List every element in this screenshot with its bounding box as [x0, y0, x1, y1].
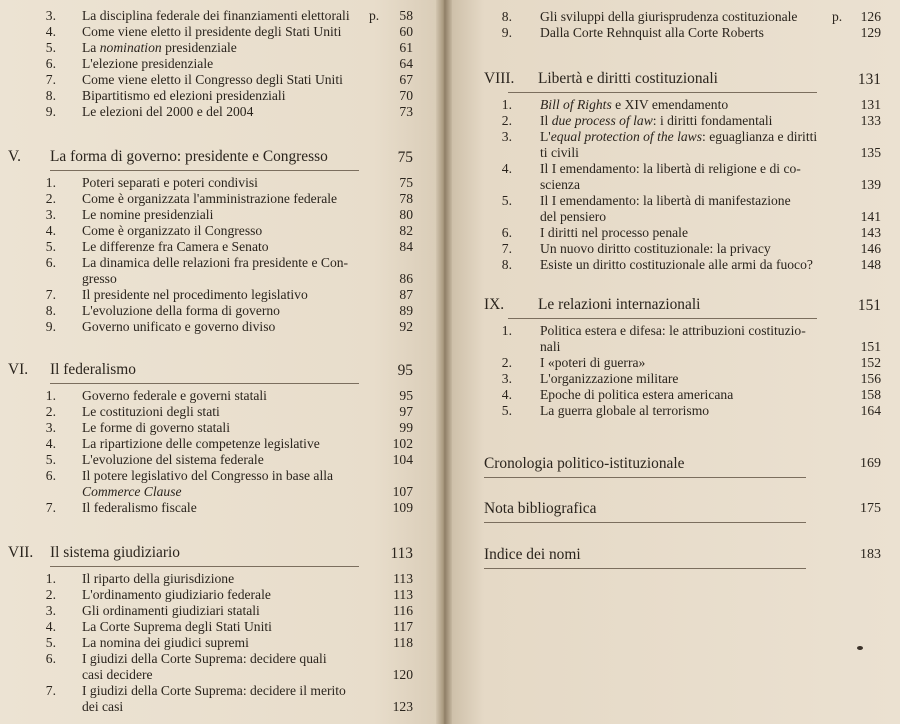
toc-entry-title: Il presidente nel procedimento legislativo [82, 287, 308, 302]
left-chapter-title: Il federalismo [50, 361, 136, 378]
toc-entry-title: Bill of Rights e XIV emendamento [540, 97, 729, 112]
left-chapter-title: Il sistema giudiziario [50, 544, 180, 561]
toc-entry-page: 139 [860, 177, 881, 192]
toc-entry-number: 9. [45, 319, 56, 334]
toc-entry-page: 156 [860, 371, 881, 386]
ink-smudge [857, 646, 863, 650]
back-matter-page: 183 [860, 547, 881, 562]
toc-entry-title: Le nomine presidenziali [82, 207, 214, 222]
toc-entry-number: 1. [45, 175, 56, 190]
toc-entry-title-continued: dei casi [82, 699, 124, 714]
toc-entry-number: 3. [45, 420, 56, 435]
toc-entry-title: Il due process of law: i diritti fondamentali [540, 113, 773, 128]
toc-entry-number: 5. [501, 193, 512, 208]
toc-entry-number: 1. [45, 571, 56, 586]
left-chapter-page: 113 [390, 545, 413, 562]
toc-entry-number: 2. [501, 355, 512, 370]
toc-entry-page: 64 [399, 56, 413, 71]
toc-entry-page: 117 [393, 619, 413, 634]
toc-entry-number: 8. [45, 88, 56, 103]
toc-entry-title: I diritti nel processo penale [540, 225, 688, 240]
toc-entry-page: 67 [399, 72, 413, 87]
toc-entry-title: Un nuovo diritto costituzionale: la privacy [540, 241, 771, 256]
toc-entry-title: Come viene eletto il presidente degli Stati Uniti [82, 24, 342, 39]
toc-entry-page: 123 [392, 699, 413, 714]
left-chapter-rule [50, 170, 359, 171]
toc-entry-title-continued: nali [540, 339, 561, 354]
toc-entry-title: Governo federale e governi statali [82, 388, 267, 403]
right-chapter-title: Libertà e diritti costituzionali [538, 70, 718, 87]
right-chapter-rule [508, 92, 817, 93]
toc-entry-title: Come viene eletto il Congresso degli Stati Uniti [82, 72, 343, 87]
toc-entry-page: 151 [860, 339, 881, 354]
toc-entry-number: 6. [45, 255, 56, 270]
toc-entry-number: 4. [501, 387, 512, 402]
toc-entry-page: 75 [399, 175, 413, 190]
toc-entry-title-continued: del pensiero [540, 209, 607, 224]
toc-entry-title-continued: scienza [540, 177, 580, 192]
toc-entry-title: La guerra globale al terrorismo [540, 403, 710, 418]
toc-entry-number: 4. [45, 223, 56, 238]
toc-entry-title: La nomina dei giudici supremi [82, 635, 249, 650]
toc-entry-page: 95 [399, 388, 413, 403]
toc-entry-number: 7. [45, 683, 56, 698]
toc-entry-number: 6. [45, 468, 56, 483]
toc-entry-page: 116 [393, 603, 413, 618]
toc-entry-number: 4. [501, 161, 512, 176]
toc-entry-number: 7. [45, 72, 56, 87]
toc-entry-number: 5. [45, 239, 56, 254]
toc-entry-number: 6. [501, 225, 512, 240]
toc-entry-page: 87 [399, 287, 413, 302]
toc-entry-page: 73 [399, 104, 413, 119]
toc-entry-title: Epoche di politica estera americana [540, 387, 734, 402]
toc-entry-title: Il potere legislativo del Congresso in base alla [82, 468, 334, 483]
toc-entry-page: 152 [860, 355, 881, 370]
toc-entry-title-continued: casi decidere [82, 667, 153, 682]
right-chapter-number: IX. [484, 296, 505, 313]
toc-entry-title: Gli ordinamenti giudiziari statali [82, 603, 260, 618]
toc-entry-number: 3. [501, 129, 512, 144]
left-chapter-page: 95 [397, 362, 413, 379]
toc-entry-number: 4. [45, 24, 56, 39]
toc-entry-number: 3. [45, 603, 56, 618]
back-matter-rule [484, 522, 806, 523]
toc-entry-title: L'equal protection of the laws: eguaglianza e diritti [540, 129, 818, 144]
toc-entry-page: 92 [399, 319, 413, 334]
toc-entry-number: 8. [45, 303, 56, 318]
toc-entry-title: La nomination presidenziale [82, 40, 237, 55]
toc-entry-number: 5. [45, 452, 56, 467]
toc-entry-title-continued: gresso [82, 271, 117, 286]
toc-entry-page: 107 [392, 484, 413, 499]
right-chapter-page: 151 [857, 297, 881, 314]
left-chapter-page: 75 [397, 149, 413, 166]
toc-entry-number: 1. [501, 97, 512, 112]
toc-entry-number: 1. [45, 388, 56, 403]
back-matter-title: Nota bibliografica [484, 500, 597, 517]
toc-entry-page: 164 [860, 403, 881, 418]
toc-entry-page: 70 [399, 88, 413, 103]
toc-entry-number: 4. [45, 619, 56, 634]
toc-entry-title: L'elezione presidenziale [82, 56, 214, 71]
toc-entry-title: Le differenze fra Camera e Senato [82, 239, 269, 254]
toc-entry-number: 2. [501, 113, 512, 128]
toc-entry-page: 104 [392, 452, 413, 467]
toc-entry-number: 3. [501, 371, 512, 386]
back-matter-rule [484, 477, 806, 478]
toc-entry-number: 2. [45, 404, 56, 419]
toc-entry-number: 3. [45, 207, 56, 222]
toc-entry-title: La dinamica delle relazioni fra presidente e Con- [82, 255, 349, 270]
left-chapter-number: V. [8, 148, 21, 165]
toc-entry-title: La ripartizione delle competenze legislative [82, 436, 320, 451]
toc-entry-title: L'ordinamento giudiziario federale [82, 587, 271, 602]
toc-entry-title: La disciplina federale dei finanziamenti elettorali [82, 8, 350, 23]
toc-entry-number: 2. [45, 587, 56, 602]
toc-entry-page: 129 [860, 25, 881, 40]
toc-entry-title: Le costituzioni degli stati [82, 404, 220, 419]
toc-entry-number: 1. [501, 323, 512, 338]
left-chapter-rule [50, 566, 359, 567]
back-matter-page: 175 [860, 501, 881, 516]
toc-entry-page: 61 [399, 40, 413, 55]
toc-entry-title-continued: ti civili [540, 145, 579, 160]
toc-entry-title: Il federalismo fiscale [82, 500, 197, 515]
right-chapter-rule [508, 318, 817, 319]
toc-entry-page: 113 [393, 571, 413, 586]
toc-entry-title: Bipartitismo ed elezioni presidenziali [82, 88, 286, 103]
toc-entry-page: 158 [860, 387, 881, 402]
toc-entry-number: 9. [501, 25, 512, 40]
toc-entry-page: 78 [399, 191, 413, 206]
toc-entry-title: I giudizi della Corte Suprema: decidere quali [82, 651, 327, 666]
toc-entry-page: 126 [860, 9, 881, 24]
toc-entry-title: L'evoluzione del sistema federale [82, 452, 264, 467]
toc-entry-page: 113 [393, 587, 413, 602]
back-matter-page: 169 [860, 456, 881, 471]
toc-page-prefix: p. [832, 9, 843, 24]
toc-entry-number: 5. [501, 403, 512, 418]
toc-entry-page: 133 [860, 113, 881, 128]
toc-entry-number: 6. [45, 651, 56, 666]
toc-entry-page: 86 [399, 271, 413, 286]
toc-entry-page: 99 [399, 420, 413, 435]
toc-entry-page: 120 [392, 667, 413, 682]
toc-entry-page: 135 [860, 145, 881, 160]
toc-entry-title: I «poteri di guerra» [540, 355, 646, 370]
toc-entry-page: 131 [860, 97, 881, 112]
toc-entry-title: La Corte Suprema degli Stati Uniti [82, 619, 272, 634]
toc-entry-number: 2. [45, 191, 56, 206]
toc-entry-number: 7. [45, 500, 56, 515]
toc-entry-page: 118 [393, 635, 413, 650]
toc-entry-number: 9. [45, 104, 56, 119]
toc-entry-page: 141 [860, 209, 881, 224]
back-matter-title: Indice dei nomi [484, 546, 581, 563]
toc-entry-page: 60 [399, 24, 413, 39]
toc-page-prefix: p. [369, 8, 380, 23]
toc-entry-page: 84 [399, 239, 413, 254]
toc-entry-page: 143 [860, 225, 881, 240]
back-matter-title: Cronologia politico-istituzionale [484, 455, 685, 472]
toc-entry-title: Come è organizzato il Congresso [82, 223, 263, 238]
toc-entry-page: 58 [399, 8, 413, 23]
toc-entry-number: 4. [45, 436, 56, 451]
left-chapter-rule [50, 383, 359, 384]
toc-entry-title: L'evoluzione della forma di governo [82, 303, 280, 318]
toc-entry-title: Le elezioni del 2000 e del 2004 [82, 104, 254, 119]
toc-entry-title: L'organizzazione militare [540, 371, 679, 386]
back-matter-rule [484, 568, 806, 569]
toc-entry-number: 6. [45, 56, 56, 71]
toc-entry-title: I giudizi della Corte Suprema: decidere il merito [82, 683, 346, 698]
toc-entry-title: Governo unificato e governo diviso [82, 319, 276, 334]
toc-entry-title: Gli sviluppi della giurisprudenza costituzionale [540, 9, 798, 24]
toc-entry-number: 7. [501, 241, 512, 256]
toc-entry-number: 8. [501, 257, 512, 272]
toc-entry-title: Come è organizzata l'amministrazione federale [82, 191, 338, 206]
right-chapter-title: Le relazioni internazionali [538, 296, 701, 313]
toc-entry-page: 82 [399, 223, 413, 238]
toc-entry-page: 97 [399, 404, 413, 419]
right-chapter-page: 131 [857, 71, 881, 88]
left-chapter-title: La forma di governo: presidente e Congresso [50, 148, 328, 165]
left-chapter-number: VI. [8, 361, 29, 378]
toc-entry-page: 146 [860, 241, 881, 256]
toc-entry-page: 148 [860, 257, 881, 272]
toc-entry-number: 5. [45, 40, 56, 55]
right-chapter-number: VIII. [484, 70, 515, 87]
toc-entry-title: Poteri separati e poteri condivisi [82, 175, 258, 190]
toc-entry-title: Dalla Corte Rehnquist alla Corte Roberts [540, 25, 764, 40]
toc-entry-number: 8. [501, 9, 512, 24]
toc-entry-page: 80 [399, 207, 413, 222]
toc-entry-title: Il riparto della giurisdizione [82, 571, 235, 586]
toc-entry-title-continued: Commerce Clause [82, 484, 182, 499]
toc-entry-number: 3. [45, 8, 56, 23]
book-gutter [436, 0, 452, 724]
toc-entry-title: Il I emendamento: la libertà di religione e di co- [540, 161, 801, 176]
toc-entry-number: 5. [45, 635, 56, 650]
toc-entry-number: 7. [45, 287, 56, 302]
toc-entry-title: Esiste un diritto costituzionale alle armi da fuoco? [540, 257, 813, 272]
toc-entry-title: Il I emendamento: la libertà di manifestazione [540, 193, 791, 208]
toc-entry-page: 109 [392, 500, 413, 515]
toc-entry-page: 102 [392, 436, 413, 451]
left-chapter-number: VII. [8, 544, 34, 561]
toc-entry-page: 89 [399, 303, 413, 318]
toc-entry-title: Politica estera e difesa: le attribuzioni costituzio- [540, 323, 806, 338]
toc-entry-title: Le forme di governo statali [82, 420, 230, 435]
